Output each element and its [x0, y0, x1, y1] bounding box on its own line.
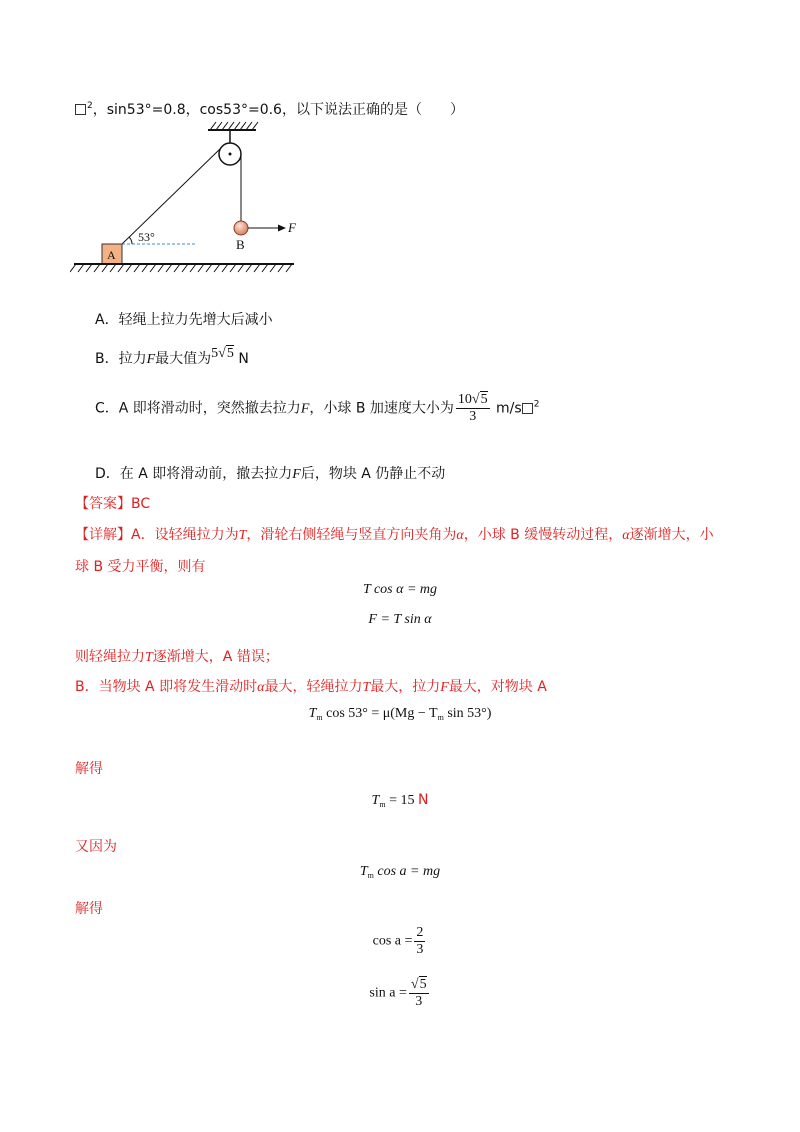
option-b-rad: 5	[226, 346, 234, 361]
detail-tag: 【详解】	[75, 527, 131, 543]
option-c-mid: ，小球 B 加速度大小为	[309, 400, 454, 417]
equation-1: T cos α = mg	[362, 582, 438, 597]
var-alpha: α	[622, 528, 630, 543]
block-label: A	[107, 248, 116, 262]
answer-value: BC	[131, 496, 151, 512]
var-t: T	[371, 793, 380, 808]
detail-text: ，滑轮右侧轻绳与竖直方向夹角为	[246, 527, 457, 543]
equation-6-numerator: 2	[416, 925, 424, 940]
equation-6	[0, 925, 800, 958]
option-b-coef: 5	[211, 346, 219, 361]
solve-label-1: 解得	[75, 761, 103, 777]
equation-7-fraction	[409, 977, 429, 1010]
sub-m: m	[379, 800, 386, 809]
equation-2: F = T sin α	[368, 612, 432, 627]
option-d	[95, 463, 445, 483]
detail-line-3	[75, 646, 279, 666]
force-label: F	[288, 220, 296, 235]
missing-glyph-box	[522, 403, 533, 414]
var-t: T	[145, 650, 153, 665]
detail-text: A．设轻绳拉力为	[131, 527, 239, 543]
option-a-text: 轻绳上拉力先增大后减小	[118, 312, 273, 328]
equation-3-body: cos 53° = μ(Mg − T	[326, 706, 438, 721]
detail-text: 最大，对物块 A	[448, 679, 547, 695]
option-a	[95, 309, 273, 329]
detail-text: 则轻绳拉力	[75, 649, 145, 665]
equation-6-denominator: 3	[416, 942, 424, 957]
question-sup: 2	[87, 101, 93, 111]
angle-label: 53°	[138, 230, 155, 244]
option-c-num-coef: 10	[457, 392, 472, 407]
answer-line	[75, 493, 150, 513]
var-t: T	[238, 528, 247, 543]
equation-6-fraction	[414, 925, 425, 958]
equation-7-numerator: √5	[410, 977, 427, 992]
var-t: T	[362, 680, 371, 695]
equation-3	[0, 706, 800, 722]
var-alpha: α	[456, 528, 464, 543]
option-d-var: F	[292, 467, 301, 482]
equation-7-left: sin a =	[369, 985, 407, 1001]
ball-label: B	[236, 237, 245, 252]
detail-line-4	[75, 676, 547, 696]
equation-7-denominator: 3	[415, 994, 423, 1009]
pulley-axle	[229, 153, 232, 156]
detail-text: B．当物块 A 即将发生滑动时	[75, 679, 258, 695]
detail-text: ，小球 B 缓慢转动过程，	[463, 527, 623, 543]
option-c-unit: m/s	[496, 400, 522, 417]
ball-b	[234, 221, 248, 235]
option-c-prefix: C．A 即将滑动时，突然撤去拉力	[95, 400, 301, 417]
question-stem	[75, 99, 464, 119]
option-b-mid: 最大值为	[155, 351, 212, 367]
equation-5-body: cos a = mg	[373, 864, 441, 879]
sub-m: m	[437, 713, 444, 722]
question-text: ，sin53°=0.8，cos53°=0.6，以下说法正确的是（ ）	[92, 102, 464, 118]
detail-line-2: 球 B 受力平衡，则有	[75, 559, 206, 575]
option-b-var: F	[146, 352, 156, 367]
solve-label-2: 解得	[75, 901, 103, 917]
option-c-numerator: 10√5	[457, 392, 488, 407]
equation-5	[0, 864, 800, 880]
var-t: T	[308, 706, 317, 721]
option-c-num-rad: 5	[480, 392, 488, 407]
equation-3-tail: sin 53°)	[443, 706, 492, 721]
equation-4-value: = 15	[385, 793, 418, 808]
var-alpha: α	[257, 680, 265, 695]
var-t: T	[359, 864, 368, 879]
sub-m: m	[316, 713, 323, 722]
also-label: 又因为	[75, 839, 117, 855]
option-d-prefix: D．在 A 即将滑动前，撤去拉力	[95, 466, 293, 482]
missing-glyph-box	[75, 104, 86, 115]
option-c-sup: 2	[533, 399, 540, 410]
option-b-value: 5√5	[211, 346, 234, 361]
equation-6-left: cos a =	[372, 933, 413, 949]
rope-left	[122, 148, 221, 244]
sub-m: m	[367, 871, 374, 880]
equation-4-unit: N	[417, 792, 429, 808]
equation-7-num-rad: 5	[419, 977, 427, 992]
detail-line-1	[75, 524, 714, 544]
detail-text: 最大，拉力	[370, 679, 441, 695]
ground-hatch	[70, 264, 292, 272]
detail-text: 逐渐增大，小	[629, 527, 714, 543]
angle-arc	[129, 237, 132, 244]
option-c-fraction	[456, 392, 490, 425]
option-a-prefix: A．	[95, 312, 119, 328]
option-c-var: F	[300, 401, 310, 417]
equation-4	[0, 792, 800, 809]
detail-text: 逐渐增大，A 错误；	[152, 649, 279, 665]
option-c-denominator: 3	[469, 409, 477, 424]
pulley-diagram	[70, 118, 310, 278]
answer-tag: 【答案】	[75, 496, 131, 512]
option-b	[95, 346, 249, 368]
var-f: F	[440, 680, 449, 695]
equation-7	[0, 977, 800, 1010]
option-d-suffix: 后，物块 A 仍静止不动	[300, 466, 446, 482]
option-b-unit: N	[238, 351, 249, 367]
ceiling-hatch	[210, 122, 258, 130]
detail-text: 最大，轻绳拉力	[264, 679, 363, 695]
force-arrow-head	[278, 225, 286, 232]
option-b-prefix: B．拉力	[95, 351, 147, 367]
option-c	[95, 392, 539, 425]
